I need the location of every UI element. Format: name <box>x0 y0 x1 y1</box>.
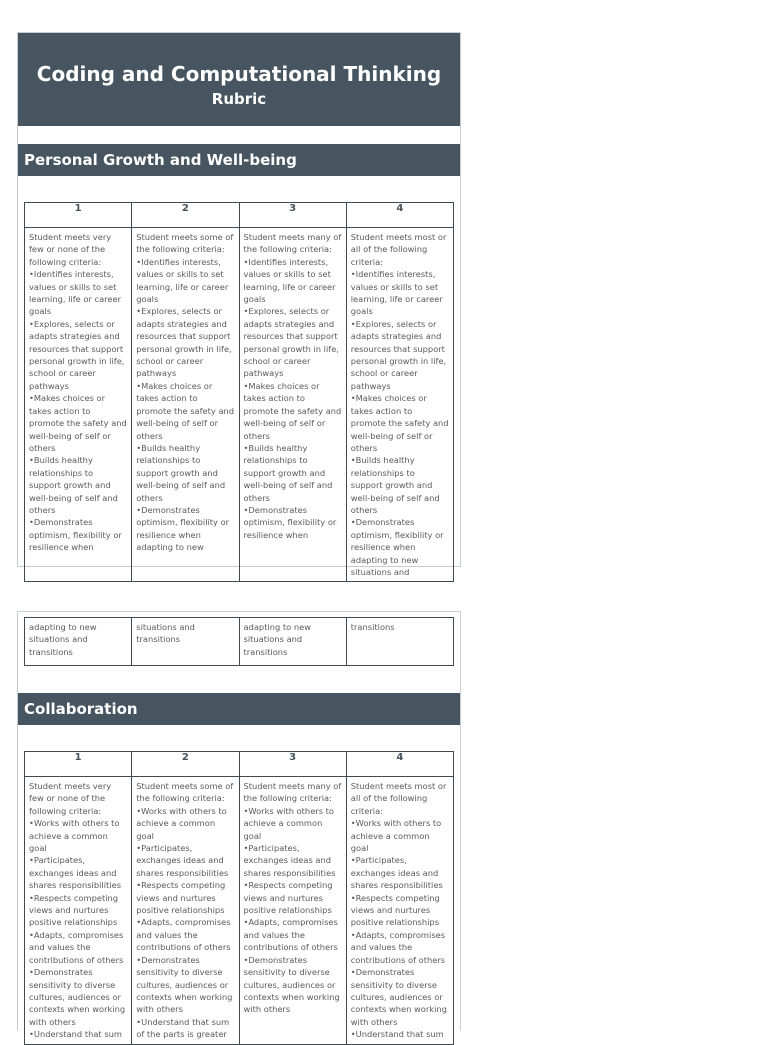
criteria-cell: situations and transitions <box>132 618 239 666</box>
level-header: 3 <box>239 203 346 228</box>
table-header-row <box>25 203 454 228</box>
level-header: 4 <box>346 752 453 777</box>
level-header: 3 <box>239 752 346 777</box>
level-header: 2 <box>132 752 239 777</box>
title-banner <box>18 33 460 126</box>
document-page-2 <box>17 611 461 1040</box>
level-header: 2 <box>132 203 239 228</box>
level-header: 1 <box>25 752 132 777</box>
table-row <box>25 228 454 582</box>
criteria-cell: Student meets many of the following criteria: •Works with others to achieve a common goal •Participates, exchanges ideas and shares responsibilities •Respects competing views and nurtures positive relationships •Adapts, compromises and values the contributions of others •Demonstrates sensitivity to diverse cultures, audiences or contexts when working with others <box>239 777 346 1045</box>
criteria-cell: adapting to new situations and transitions <box>239 618 346 666</box>
section-heading-collaboration: Collaboration <box>18 693 460 725</box>
document-title: Coding and Computational Thinking <box>36 62 442 86</box>
criteria-cell: Student meets many of the following criteria: •Identifies interests, values or skills to set learning, life or career goals •Explores, selects or adapts strategies and resources that support personal growth in life, school or career pathways •Makes choices or takes action to promote the safety and well-being of self or others •Builds healthy relationships to support growth and well-being of self and others •Demonstrates optimism, flexibility or resilience when <box>239 228 346 582</box>
criteria-cell: Student meets some of the following criteria: •Works with others to achieve a common goal •Participates, exchanges ideas and shares responsibilities •Respects competing views and nurtures positive relationships •Adapts, compromises and values the contributions of others •Demonstrates sensitivity to diverse cultures, audiences or contexts when working with others •Understand that sum of the parts is greater <box>132 777 239 1045</box>
criteria-cell: transitions <box>346 618 453 666</box>
table-row <box>25 618 454 666</box>
rubric-table-continuation <box>24 617 454 666</box>
criteria-cell: Student meets very few or none of the following criteria: •Works with others to achieve a common goal •Participates, exchanges ideas and shares responsibilities •Respects competing views and nurtures positive relationships •Adapts, compromises and values the contributions of others •Demonstrates sensitivity to diverse cultures, audiences or contexts when working with others •Understand that sum <box>25 777 132 1045</box>
level-header: 4 <box>346 203 453 228</box>
criteria-cell: Student meets very few or none of the following criteria: •Identifies interests, values or skills to set learning, life or career goals •Explores, selects or adapts strategies and resources that support personal growth in life, school or career pathways •Makes choices or takes action to promote the safety and well-being of self or others •Builds healthy relationships to support growth and well-being of self and others •Demonstrates optimism, flexibility or resilience when <box>25 228 132 582</box>
criteria-cell: Student meets some of the following criteria: •Identifies interests, values or skills to set learning, life or career goals •Explores, selects or adapts strategies and resources that support personal growth in life, school or career pathways •Makes choices or takes action to promote the safety and well-being of self or others •Builds healthy relationships to support growth and well-being of self and others •Demonstrates optimism, flexibility or resilience when adapting to new <box>132 228 239 582</box>
document-page-1 <box>17 32 461 577</box>
rubric-table-collaboration <box>24 751 454 1045</box>
level-header: 1 <box>25 203 132 228</box>
section-heading-personal-growth: Personal Growth and Well-being <box>18 144 460 176</box>
criteria-cell: Student meets most or all of the following criteria: •Identifies interests, values or skills to set learning, life or career goals •Explores, selects or adapts strategies and resources that support personal growth in life, school or career pathways •Makes choices or takes action to promote the safety and well-being of self or others •Builds healthy relationships to support growth and well-being of self and others •Demonstrates optimism, flexibility or resilience when adapting to new situations and <box>346 228 453 582</box>
table-row <box>25 777 454 1045</box>
criteria-cell: adapting to new situations and transitions <box>25 618 132 666</box>
rubric-table-personal-growth <box>24 202 454 582</box>
criteria-cell: Student meets most or all of the following criteria: •Works with others to achieve a common goal •Participates, exchanges ideas and shares responsibilities •Respects competing views and nurtures positive relationships •Adapts, compromises and values the contributions of others •Demonstrates sensitivity to diverse cultures, audiences or contexts when working with others •Understand that sum <box>346 777 453 1045</box>
table-header-row <box>25 752 454 777</box>
document-subtitle: Rubric <box>211 90 267 108</box>
